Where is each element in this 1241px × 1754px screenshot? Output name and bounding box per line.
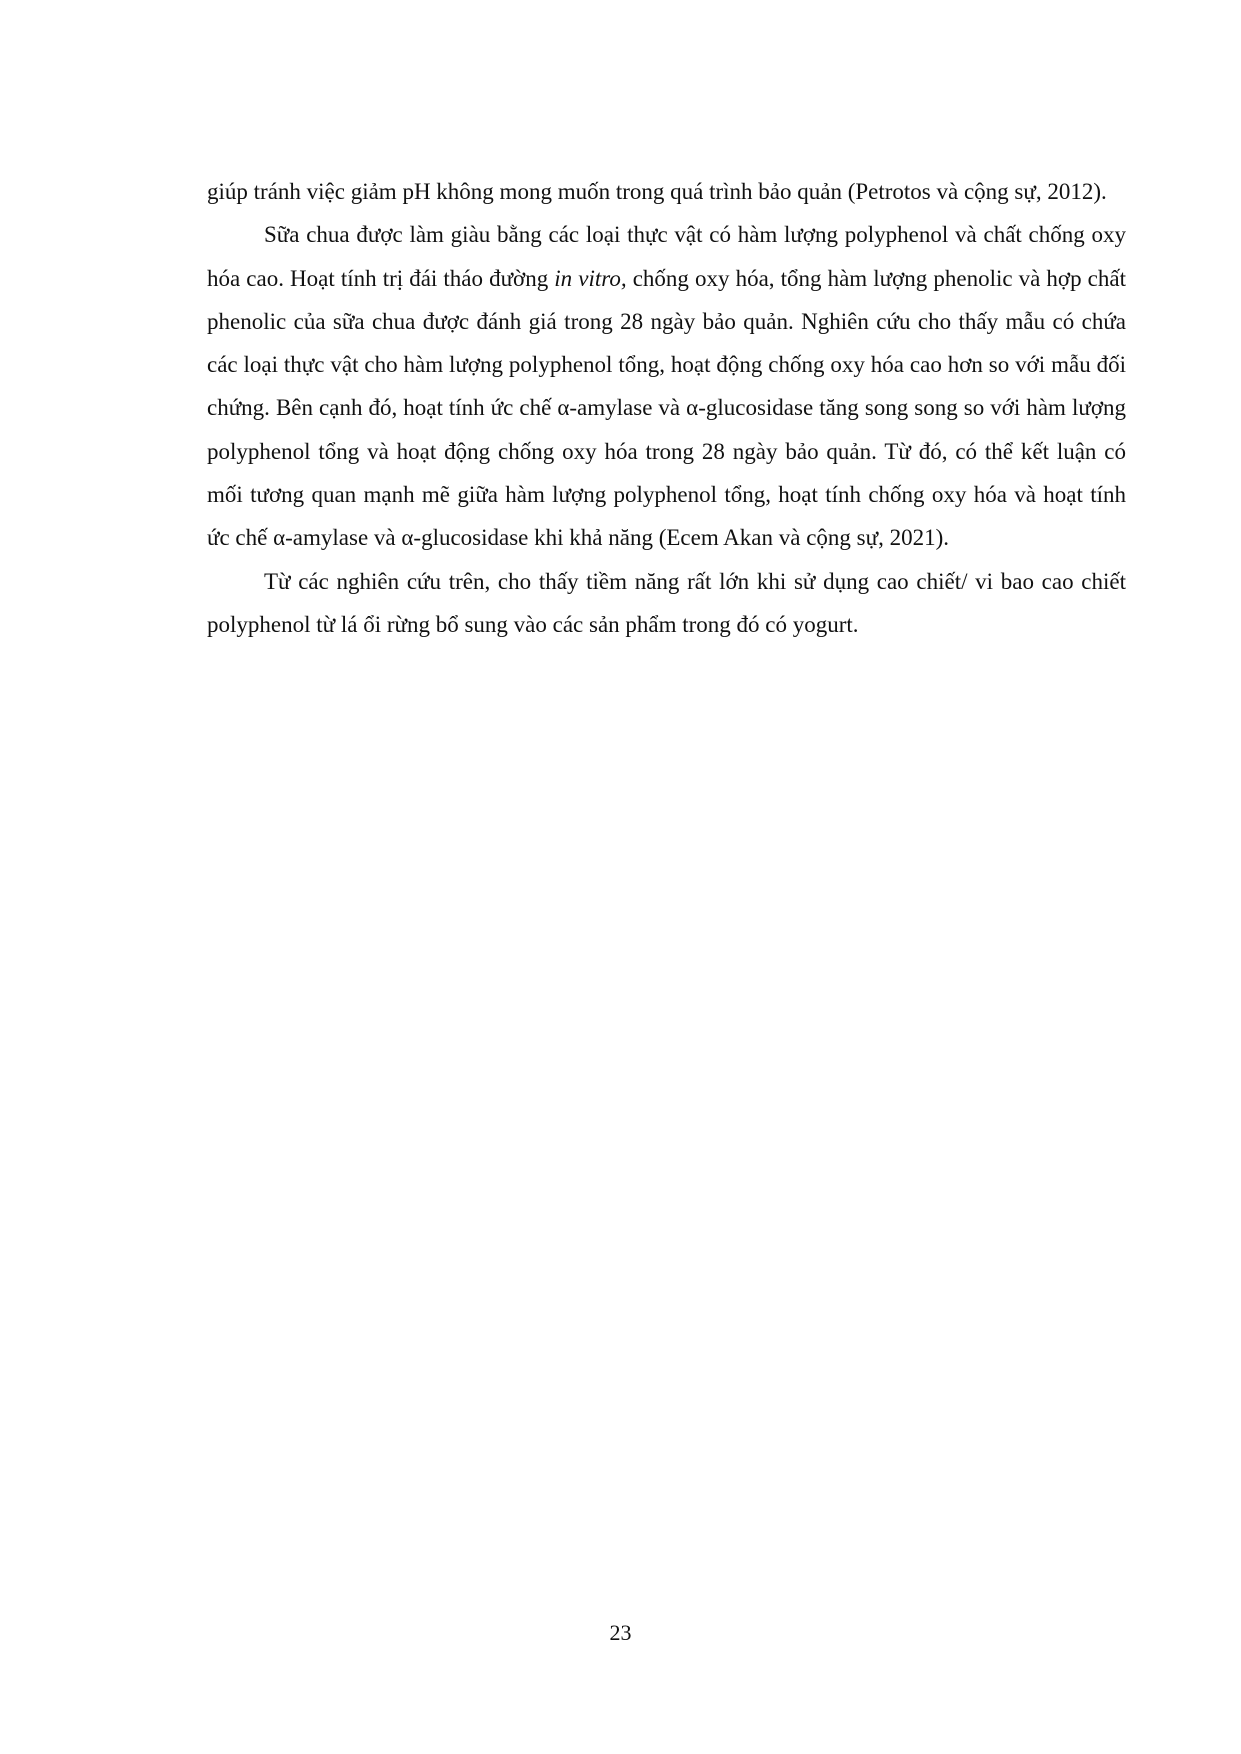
paragraph-text: Sữa chua được làm giàu bằng các loại thực vật có hàm lượng polyphenol và chất chống oxy hóa cao. Hoạt tính trị đái tháo đường [207, 222, 1126, 291]
paragraph-text: giúp tránh việc giảm pH không mong muốn trong quá trình bảo quản (Petrotos và cộng sự, 2012). [207, 179, 1107, 204]
paragraph-yogurt-study [207, 213, 1126, 559]
italic-term: in vitro, [554, 265, 627, 291]
paragraph-continuation [207, 170, 1126, 213]
body-text [207, 170, 1126, 646]
paragraph-conclusion [207, 560, 1126, 647]
paragraph-text: Từ các nghiên cứu trên, cho thấy tiềm năng rất lớn khi sử dụng cao chiết/ vi bao cao chiết polyphenol từ lá ổi rừng bổ sung vào các sản phẩm trong đó có yogurt. [207, 568, 1126, 637]
page-number: 23 [609, 1620, 632, 1645]
paragraph-text: chống oxy hóa, tổng hàm lượng phenolic và hợp chất phenolic của sữa chua được đánh giá trong 28 ngày bảo quản. Nghiên cứu cho thấy mẫu có chứa các loại thực vật cho hàm lượng polyphenol tổng, hoạt động chống oxy hóa cao hơn so với mẫu đối chứng. Bên cạnh đó, hoạt tính ức chế α-amylase và α-glucosidase tăng song song so với hàm lượng polyphenol tổng và hoạt động chống oxy hóa trong 28 ngày bảo quản. Từ đó, có thể kết luận có mối tương quan mạnh mẽ giữa hàm lượng polyphenol tổng, hoạt tính chống oxy hóa và hoạt tính ức chế α-amylase và α-glucosidase khi khả năng (Ecem Akan và cộng sự, 2021). [207, 265, 1126, 551]
